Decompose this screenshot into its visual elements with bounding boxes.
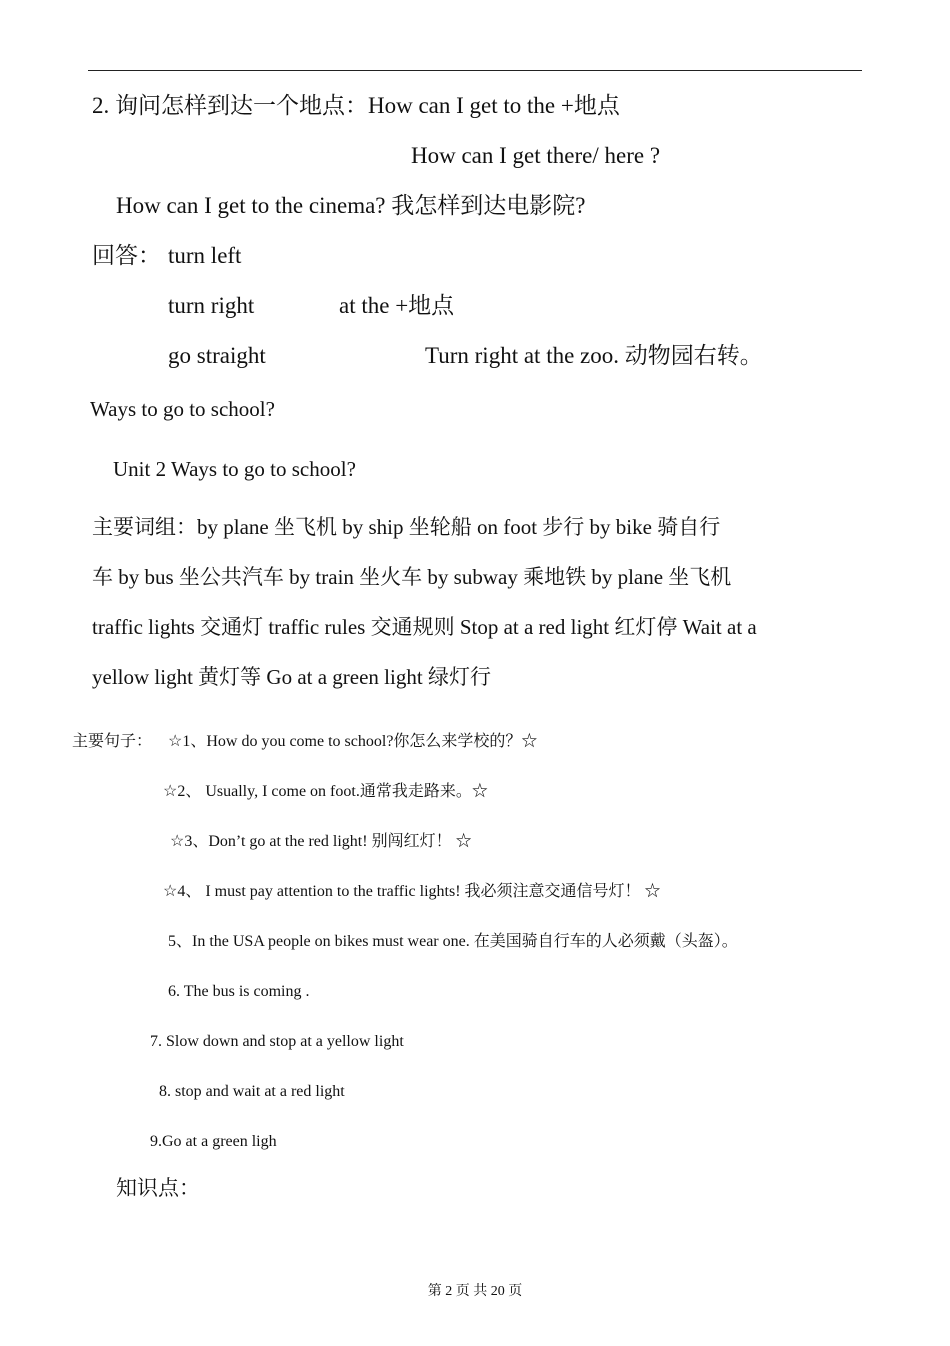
ways-heading: Ways to go to school?: [90, 397, 275, 421]
answer-turn-left: turn left: [168, 243, 242, 268]
sentence-4: ☆4、 I must pay attention to the traffic lights! 我必须注意交通信号灯！ ☆: [163, 883, 661, 900]
sentences-label: 主要句子：: [72, 733, 153, 750]
section2-line2: How can I get there/ here ?: [411, 143, 661, 168]
header-rule: [88, 70, 862, 71]
sentence-7: 7. Slow down and stop at a yellow light: [150, 1033, 404, 1050]
page-footer: 第 2 页 共 20 页: [427, 1284, 523, 1299]
sentence-3: ☆3、Don’t go at the red light! 别闯红灯！ ☆: [170, 833, 472, 850]
sentence-1: ☆1、How do you come to school?你怎么来学校的？☆: [168, 733, 538, 750]
vocab-line-3: traffic lights 交通灯 traffic rules 交通规则 Stop at a red light 红灯停 Wait at a: [92, 615, 757, 639]
section2-line1: 2. 询问怎样到达一个地点：How can I get to the +地点: [92, 93, 620, 118]
knowledge-label: 知识点：: [116, 1176, 200, 1200]
sentence-9: 9.Go at a green ligh: [150, 1133, 277, 1150]
sentence-5: 5、In the USA people on bikes must wear one. 在美国骑自行车的人必须戴（头盔）。: [168, 933, 738, 950]
vocab-line-2: 车 by bus 坐公共汽车 by train 坐火车 by subway 乘地铁 by plane 坐飞机: [92, 565, 732, 589]
sentence-8: 8. stop and wait at a red light: [159, 1083, 345, 1100]
sentence-6: 6. The bus is coming .: [168, 983, 310, 1000]
unit-heading: Unit 2 Ways to go to school?: [113, 457, 356, 481]
answer-label: 回答：: [92, 243, 161, 268]
section2-example: How can I get to the cinema? 我怎样到达电影院?: [116, 193, 586, 218]
answer-go-straight: go straight: [168, 343, 266, 368]
turn-example: Turn right at the zoo. 动物园右转。: [425, 343, 763, 368]
sentence-2: ☆2、 Usually, I come on foot.通常我走路来。☆: [163, 783, 488, 800]
vocab-line-1: 主要词组：by plane 坐飞机 by ship 坐轮船 on foot 步行 by bike 骑自行: [92, 515, 721, 539]
answer-turn-right: turn right: [168, 293, 255, 318]
vocab-line-4: yellow light 黄灯等 Go at a green light 绿灯行: [92, 665, 491, 689]
answer-at-the: at the +地点: [339, 293, 455, 318]
